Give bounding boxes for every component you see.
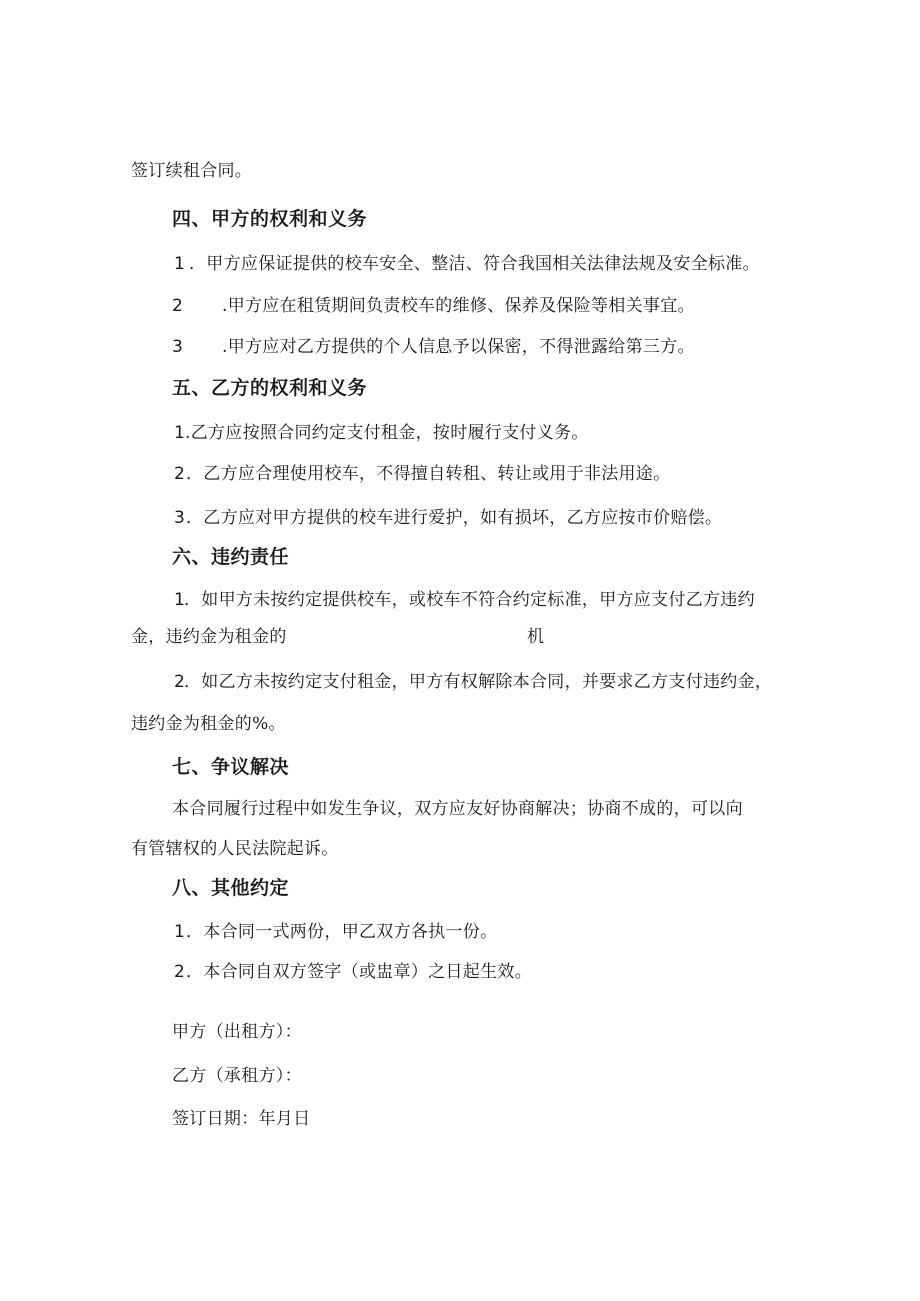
item-number: 2	[172, 296, 184, 316]
item-text: ．乙方应合理使用校车，不得擅自转租、转让或用于非法用途。	[186, 464, 671, 484]
item-text: ．本合同一式两份，甲乙双方各执一份。	[186, 922, 498, 942]
item-number: 1	[174, 922, 186, 942]
item-text-continued: 违约金为租金的%。	[131, 714, 286, 734]
item-text: ．乙方应对甲方提供的校车进行爱护，如有损坏，乙方应按市价赔偿。	[186, 508, 723, 528]
party-b-signature-line: 乙方（承租方）：	[172, 1066, 302, 1086]
item-text: .甲方应对乙方提供的个人信息予以保密，不得泄露给第三方。	[222, 337, 695, 357]
item-number: 2	[174, 672, 186, 692]
continuation-text: 签订续租合同。	[131, 161, 253, 181]
section-5-title: 五、乙方的权利和义务	[172, 377, 368, 399]
item-text: ．甲方应保证提供的校车安全、整洁、符合我国相关法律法规及安全标准。	[189, 254, 760, 274]
section-8-title: 八、其他约定	[172, 877, 290, 899]
item-text-continued: 金，违约金为租金的	[131, 627, 287, 647]
section-7-paragraph: 本合同履行过程中如发生争议，双方应友好协商解决；协商不成的，可以向	[172, 799, 743, 819]
item-text-tail: 机	[527, 627, 545, 647]
item-number: 3	[172, 337, 184, 357]
item-number: 2	[174, 464, 186, 484]
item-text: ．如乙方未按约定支付租金，甲方有权解除本合同，并要求乙方支付违约金，	[184, 672, 773, 692]
signing-date-line: 签订日期：年月日	[172, 1109, 311, 1129]
item-text: .乙方应按照合同约定支付租金，按时履行支付义务。	[185, 423, 589, 443]
item-text: ．如甲方未按约定提供校车，或校车不符合约定标准，甲方应支付乙方违约	[184, 590, 755, 610]
item-number: 1	[174, 590, 186, 610]
item-number: 1	[174, 423, 186, 443]
item-number: 1	[174, 254, 186, 274]
item-number: 3	[174, 508, 186, 528]
section-4-title: 四、甲方的权利和义务	[172, 208, 368, 230]
section-6-title: 六、违约责任	[172, 546, 290, 568]
item-text: ．本合同自双方签字（或盅章）之日起生效。	[186, 962, 532, 982]
section-7-paragraph-continued: 有管辖权的人民法院起诉。	[131, 839, 339, 859]
party-a-signature-line: 甲方（出租方）：	[172, 1022, 302, 1042]
item-number: 2	[174, 962, 186, 982]
item-text: .甲方应在租赁期间负责校车的维修、保养及保险等相关事宜。	[222, 296, 695, 316]
section-7-title: 七、争议解决	[172, 756, 290, 778]
